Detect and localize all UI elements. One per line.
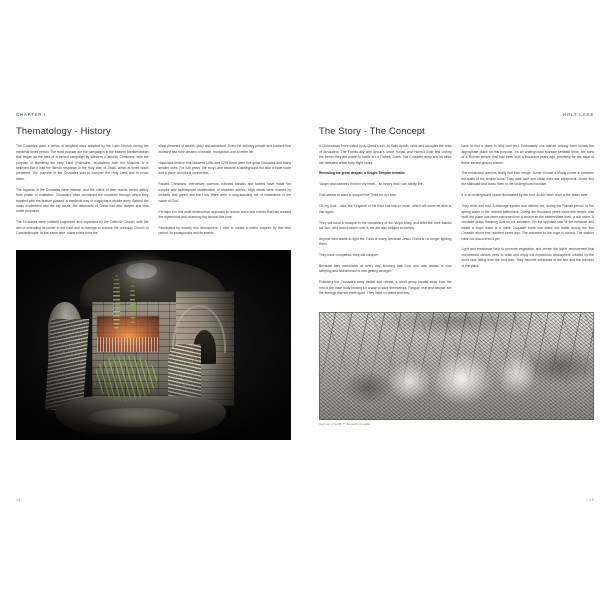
page-title-left: Thematology - History [16, 125, 111, 136]
column-left-1 [16, 144, 149, 242]
paragraph: The impacts of the Crusades were intense, and the critics of their results varied widely from praise to exaltation. Crusaders often plundered the countries through which they traveled with the feature passed, a medieval way of supplying a mobile army. Behind the mass excitement and the big ideals, the defenders of Christ had also deeper and less noble purposes. [16, 187, 149, 214]
text-columns-left [16, 144, 291, 242]
right-staircase [168, 344, 201, 403]
paragraph: "Anger and sadness throb in my heart... so heavy that I can hardly live. [319, 182, 424, 187]
book-spread [0, 96, 610, 512]
hanging-ivy-icon [113, 275, 119, 331]
figure-right [319, 312, 594, 427]
paragraph: They drink and rest. A drainage system and ditches led, during the Roman period, to the spring water in the nearest settlement. During the thousand years since this temple was built, the place has been converted into a church so the intermediate level, a cult niche. A crusader prays thanking God for his salvation. On the opposite side of the entrance and inside a crypt, there is a noble Crusader tomb that killed into battle during the first Crusade about one hundred years ago. The entrance to the crypt is closed. The visitors have not discovered it yet. [461, 204, 594, 241]
page-title-right: The Story - The Concept [319, 125, 425, 136]
paragraph: It is an underground space illuminated by the roof. At the lower level is the water tank. [461, 193, 589, 198]
page-right [305, 96, 610, 512]
paragraph-lead: Revealing his great despair, a Knight Templar bewails: [319, 171, 406, 176]
paragraph: Perhaps it is this multi-dimensional approach to human souls and events that has created the mysterious and charming fog around this time. [158, 209, 291, 219]
figure-caption-right: Summer of 1244, 7° Seventh Crusade [319, 422, 370, 427]
paragraph: They have conquered, they will conquer. [319, 253, 379, 258]
running-head-right: HOLY LAKE [562, 112, 594, 117]
paragraph: The Crusades were a series of religious wars adopted by the Latin Church during the medieval times period. The most popular are the campaigns in the eastern Mediterranean that began as the idea of a sacred campaign by Western (Catholic) Christians, with the purpose of liberating the Holy Land (Palestine, Jerusalem) from the Muslims. It is believed that it was the West's response to the Holy War, or Jihad, which at times Islam preached. The purpose of the Crusades was to conquer the Holy Land and to crush Islam. [16, 144, 149, 181]
folio-right: 15 [589, 498, 594, 502]
paragraph: God seems to want to support the Turks for our loss... [319, 193, 399, 198]
paragraph: Because they overwhelm us every day, knowing that God, who was awake, is now sleeping and Mohammed is now getting stronger." [319, 264, 452, 274]
paragraph: have to find a place to stop and rest. Fortunately one warrior among them knows the appropriate place for this purpose. It's an underground fountain beneath them, the ruins of a Roman temple that had been built a thousand years ago, precisely for the sake of these sacred ground waters. [461, 144, 594, 165]
paragraph: Light and resistance help to promote vegetation and create the idyllic environment that overworked visitors need to relax and enjoy the mysterious atmosphere created by the sun's rays falling from the roof hole. They become witnesses of the sen and the holiness of the place. [461, 247, 594, 268]
page-left [0, 96, 305, 512]
engraving-border [319, 312, 594, 420]
paragraph: West dreamed of wealth, glory and adventure. Even the ordinary people and soldiers that followed had their dreams of wealth, recognition and a better life. [158, 144, 291, 154]
fresco-figures [97, 337, 160, 353]
roof-skylight [126, 263, 157, 279]
diorama-scene [38, 260, 247, 435]
column-left-2 [159, 144, 292, 242]
text-columns-right [319, 144, 594, 302]
paragraph: They will build a mosque in the monastery of the Virgin Mary, and after the theft thanks his Son, who would mourn over it, we are also obliged to comply. [319, 220, 452, 230]
column-right-1 [319, 144, 452, 302]
column-right-2 [462, 144, 595, 302]
paragraph: Fanatic Christians, mercenary warriors, ruthless bandits and looters have made the colorful and multilayered stratification of crusader armies. High ideals were marred by brutality and greed and the Holy Wars were a long-standing act of intolerance in the name of God. [158, 182, 291, 203]
paragraph: The Crusades were initiated supported and organized by the Catholic Church, with the aim of extending its power in the East and to manage to subdue the orthodox Church of Constantinople. At the same time, many rulers from the [16, 220, 149, 236]
paragraph: Following the Crusade's army defeat and retreat, a small group breaks away from the rest of the main body looking for a way to save themselves. Fatigue, fear and despair are the feelings that set them apart. They have no water and they [319, 280, 452, 296]
ground-ivy-icon [94, 356, 157, 401]
folio-left: 14 [16, 498, 21, 502]
paragraph: The exhausted warriors finally find their refuge. Some choose a shady corner in between the walls of the temple ruins. They take care and clean their war equipment. Some find the staircase that leads them to the underground fountain. [461, 171, 594, 187]
paragraph: Anyone who wants to fight the Turks is crazy, because Jesus Christ is no longer fighting them. [319, 236, 452, 247]
paragraph: Fascinated by exactly this atmosphere, I tried to create a scene inspired by this time period, its protagonists and its events. [158, 225, 291, 236]
diorama-photo [16, 250, 291, 440]
paragraph: Historians believe that between 1096 and 1291 there were five great Crusades and many smaller ones. For 200 years, the Holy Land became a battleground but also a trade route and a place of cultural connection. [158, 160, 291, 176]
running-head-left: CHAPTER I [16, 112, 46, 117]
left-staircase [45, 319, 89, 410]
battle-engraving [319, 312, 594, 420]
figure-left [16, 250, 291, 440]
paragraph: Oh my God... alas, the Kingdom of the East has lost so much, which will never be able to rise again. [319, 204, 452, 214]
paragraph: A Choresmian force called by Al-Qamil's son, Al-Salih Ayoub, raids and occupies the area of Jerusalem. The Franks ally with Ayoub's uncle, Ismail, and Homs's Emir and uniting the forces they are drawn to battle in La Forbes, Gaza. The Crusader army and its allies are defeated within forty-eight hours. [319, 144, 452, 165]
